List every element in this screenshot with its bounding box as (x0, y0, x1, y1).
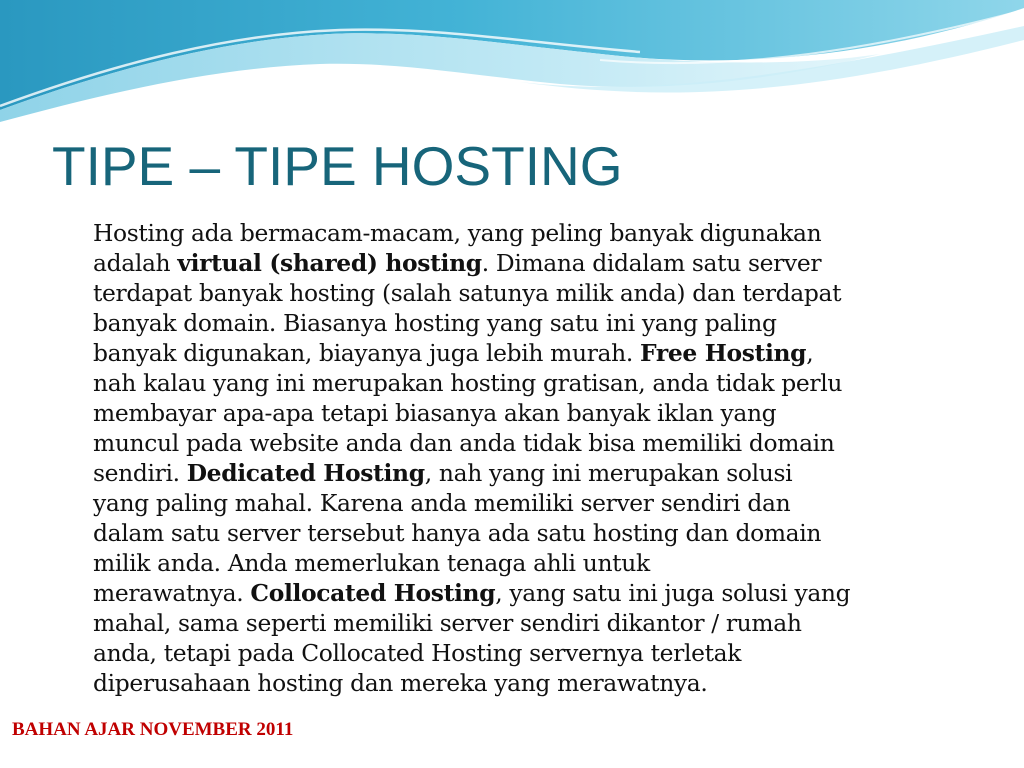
body-text-segment: banyak digunakan, biayanya juga lebih murah. (93, 339, 641, 367)
body-line (93, 639, 741, 667)
body-text-segment: . Dimana didalam satu server (481, 249, 822, 277)
body-text-segment: Hosting ada bermacam-macam, yang peling banyak digunakan (93, 219, 822, 247)
body-line (93, 489, 790, 517)
body-line (93, 579, 850, 607)
body-text-segment: nah kalau yang ini merupakan hosting gratisan, anda tidak perlu (93, 369, 843, 397)
slide-title: TIPE – TIPE HOSTING (52, 135, 623, 197)
body-text-segment: dalam satu server tersebut hanya ada satu hosting dan domain (93, 519, 822, 547)
body-text-segment: terdapat banyak hosting (salah satunya milik anda) dan terdapat (93, 279, 842, 307)
header-wave-decoration (0, 0, 1024, 140)
body-text-segment: , yang satu ini juga solusi yang (495, 579, 851, 607)
body-line (93, 369, 842, 397)
body-line (93, 459, 792, 487)
slide-footer: BAHAN AJAR NOVEMBER 2011 (12, 719, 294, 740)
body-line (93, 609, 802, 637)
body-line (93, 249, 821, 277)
body-line (93, 519, 821, 547)
body-text-segment: yang paling mahal. Karena anda memiliki server sendiri dan (93, 489, 791, 517)
hosting-type-term: Collocated Hosting (250, 579, 496, 607)
body-text-segment: , nah yang ini merupakan solusi (424, 459, 793, 487)
body-text-segment: adalah (93, 249, 178, 277)
body-text-segment: diperusahaan hosting dan mereka yang merawatnya. (93, 669, 708, 697)
hosting-type-term: Dedicated Hosting (186, 459, 425, 487)
body-text-segment: anda, tetapi pada Collocated Hosting servernya terletak (93, 639, 742, 667)
body-line (93, 339, 813, 367)
body-line (93, 429, 835, 457)
body-text-segment: muncul pada website anda dan anda tidak bisa memiliki domain (93, 429, 835, 457)
body-line (93, 669, 707, 697)
body-text-segment: , (806, 339, 814, 367)
body-text-segment: banyak domain. Biasanya hosting yang satu ini yang paling (93, 309, 777, 337)
slide-body-text (93, 218, 978, 698)
body-line (93, 219, 821, 247)
hosting-type-term: virtual (shared) hosting (177, 249, 482, 277)
body-line (93, 549, 650, 577)
body-text-segment: mahal, sama seperti memiliki server sendiri dikantor / rumah (93, 609, 802, 637)
body-text-segment: merawatnya. (93, 579, 251, 607)
body-line (93, 399, 776, 427)
body-text-segment: membayar apa-apa tetapi biasanya akan banyak iklan yang (93, 399, 777, 427)
body-line (93, 309, 777, 337)
hosting-type-term: Free Hosting (640, 339, 807, 367)
body-text-segment: milik anda. Anda memerlukan tenaga ahli untuk (93, 549, 650, 577)
body-text-segment: sendiri. (93, 459, 187, 487)
body-line (93, 279, 841, 307)
